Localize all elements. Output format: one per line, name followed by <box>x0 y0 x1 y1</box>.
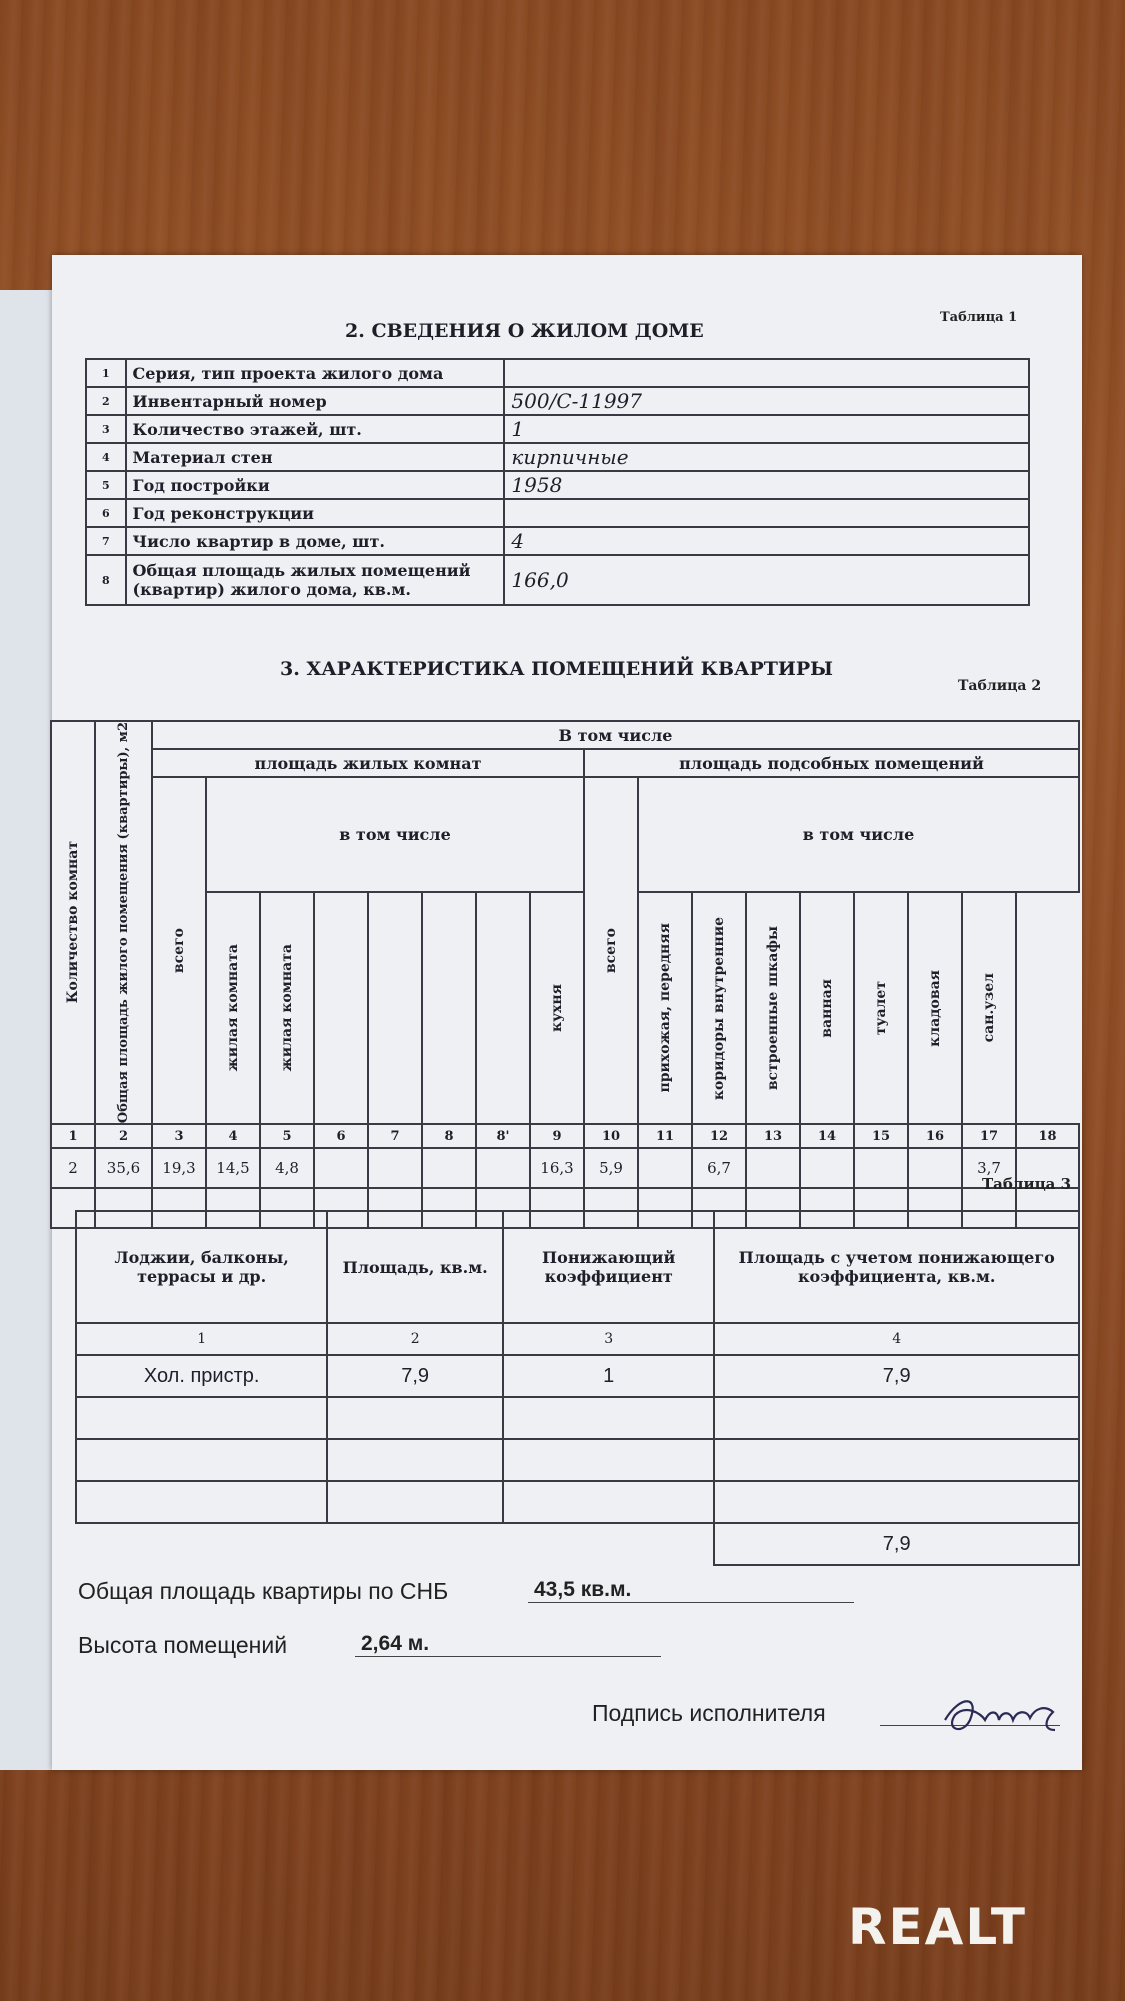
room-height-value: 2,64 м. <box>355 1632 661 1657</box>
table2-cell <box>908 1148 962 1188</box>
header-empty-7 <box>368 892 422 1124</box>
table3-row <box>76 1439 1079 1481</box>
table1-row <box>86 443 1029 471</box>
header-sanitary: сан.узел <box>962 892 1016 1124</box>
table1-house-info <box>85 358 1030 606</box>
header-empty-8 <box>422 892 476 1124</box>
signature-image <box>935 1690 1070 1740</box>
table2-cell <box>800 1148 854 1188</box>
column-number: 11 <box>638 1124 692 1148</box>
column-number: 3 <box>152 1124 206 1148</box>
table1-row <box>86 387 1029 415</box>
header-auxiliary-area: площадь подсобных помещений <box>584 749 1079 777</box>
table2-cell: 4,8 <box>260 1148 314 1188</box>
row-number: 4 <box>86 443 126 471</box>
row-value: 166,0 <box>504 555 1029 605</box>
table3-cell <box>327 1397 503 1439</box>
row-value <box>504 499 1029 527</box>
column-number: 1 <box>76 1323 327 1355</box>
table3-header: Понижающий коэффициент <box>503 1211 714 1323</box>
row-value: 500/С-11997 <box>504 387 1029 415</box>
table3-number-row <box>76 1323 1079 1355</box>
table2-cell: 5,9 <box>584 1148 638 1188</box>
table3-cell <box>714 1439 1079 1481</box>
table2-cell <box>422 1148 476 1188</box>
row-number: 7 <box>86 527 126 555</box>
column-number: 8' <box>476 1124 530 1148</box>
header-rooms-count: Количество комнат <box>51 721 95 1124</box>
table3-caption: Таблица 3 <box>982 1175 1072 1193</box>
row-label: Инвентарный номер <box>126 387 505 415</box>
table3-cell <box>76 1397 327 1439</box>
table2-cell <box>638 1148 692 1188</box>
section2-title: 2. СВЕДЕНИЯ О ЖИЛОМ ДОМЕ <box>345 320 704 342</box>
table1-row <box>86 499 1029 527</box>
table2-apartment-rooms <box>50 720 1080 1229</box>
row-label: Общая площадь жилых помещений (квартир) жилого дома, кв.м. <box>126 555 505 605</box>
header-empty-8prime <box>476 892 530 1124</box>
column-number: 13 <box>746 1124 800 1148</box>
blank-cell <box>503 1523 714 1565</box>
table3-cell: 7,9 <box>327 1355 503 1397</box>
table2-cell <box>314 1148 368 1188</box>
column-number: 2 <box>327 1323 503 1355</box>
column-number: 1 <box>51 1124 95 1148</box>
table2-cell: 14,5 <box>206 1148 260 1188</box>
header-living-including: в том числе <box>206 777 584 892</box>
table3-total: 7,9 <box>714 1523 1079 1565</box>
column-number: 2 <box>95 1124 152 1148</box>
table3-cell: Хол. пристр. <box>76 1355 327 1397</box>
column-number: 17 <box>962 1124 1016 1148</box>
table2-cell <box>746 1148 800 1188</box>
header-closets: встроенные шкафы <box>746 892 800 1124</box>
table2-caption: Таблица 2 <box>958 678 1042 694</box>
column-number: 3 <box>503 1323 714 1355</box>
header-total-area: Общая площадь жилого помещения (квартиры), м2 <box>95 721 152 1124</box>
row-number: 5 <box>86 471 126 499</box>
column-number: 16 <box>908 1124 962 1148</box>
row-number: 8 <box>86 555 126 605</box>
row-value <box>504 359 1029 387</box>
table3-cell <box>503 1481 714 1523</box>
header-living-area: площадь жилых комнат <box>152 749 584 777</box>
blank-cell <box>327 1523 503 1565</box>
row-value: кирпичные <box>504 443 1029 471</box>
row-number: 3 <box>86 415 126 443</box>
column-number: 18 <box>1016 1124 1079 1148</box>
table2-column-numbers <box>51 1124 1079 1148</box>
table3-row <box>76 1397 1079 1439</box>
table3-total-row <box>76 1523 1079 1565</box>
table2-cell: 16,3 <box>530 1148 584 1188</box>
header-storage: кладовая <box>908 892 962 1124</box>
header-toilet: туалет <box>854 892 908 1124</box>
table3-cell <box>76 1481 327 1523</box>
header-corridors: коридоры внутренние <box>692 892 746 1124</box>
table1-row <box>86 527 1029 555</box>
table3-cell <box>503 1397 714 1439</box>
table3-cell: 7,9 <box>714 1355 1079 1397</box>
total-area-value: 43,5 кв.м. <box>528 1578 854 1603</box>
table2-cell: 19,3 <box>152 1148 206 1188</box>
column-number: 4 <box>714 1323 1079 1355</box>
column-number: 4 <box>206 1124 260 1148</box>
total-area-label: Общая площадь квартиры по СНБ <box>78 1578 449 1604</box>
table3-cell <box>503 1439 714 1481</box>
header-empty-6 <box>314 892 368 1124</box>
row-label: Материал стен <box>126 443 505 471</box>
header-aux-including: в том числе <box>638 777 1079 892</box>
column-number: 8 <box>422 1124 476 1148</box>
column-number: 10 <box>584 1124 638 1148</box>
table3-row <box>76 1355 1079 1397</box>
table1-row <box>86 415 1029 443</box>
column-number: 5 <box>260 1124 314 1148</box>
room-height-label: Высота помещений <box>78 1632 288 1658</box>
table3-cell <box>714 1397 1079 1439</box>
header-living-total: всего <box>152 777 206 1124</box>
table1-caption: Таблица 1 <box>940 310 1018 325</box>
row-value: 1958 <box>504 471 1029 499</box>
table2-cell <box>368 1148 422 1188</box>
row-number: 1 <box>86 359 126 387</box>
column-number: 9 <box>530 1124 584 1148</box>
row-number: 6 <box>86 499 126 527</box>
table3-header: Площадь, кв.м. <box>327 1211 503 1323</box>
column-number: 14 <box>800 1124 854 1148</box>
header-kitchen: кухня <box>530 892 584 1124</box>
header-aux-total: всего <box>584 777 638 1124</box>
row-number: 2 <box>86 387 126 415</box>
table2-row <box>51 1148 1079 1188</box>
table3-balconies <box>75 1210 1080 1566</box>
table2-cell: 6,7 <box>692 1148 746 1188</box>
table3-cell <box>76 1439 327 1481</box>
header-living-room-2: жилая комната <box>260 892 314 1124</box>
table3-header: Лоджии, балконы, террасы и др. <box>76 1211 327 1323</box>
table3-cell: 1 <box>503 1355 714 1397</box>
table2-cell <box>476 1148 530 1188</box>
row-label: Серия, тип проекта жилого дома <box>126 359 505 387</box>
table1-row <box>86 471 1029 499</box>
table3-header-row <box>76 1211 1079 1323</box>
row-label: Количество этажей, шт. <box>126 415 505 443</box>
table3-cell <box>327 1481 503 1523</box>
table3-header: Площадь с учетом понижающего коэффициента, кв.м. <box>714 1211 1079 1323</box>
blank-cell <box>76 1523 327 1565</box>
header-bathroom: ванная <box>800 892 854 1124</box>
row-label: Число квартир в доме, шт. <box>126 527 505 555</box>
column-number: 7 <box>368 1124 422 1148</box>
signature-label: Подпись исполнителя <box>592 1700 826 1726</box>
table3-row <box>76 1481 1079 1523</box>
header-in-total: В том числе <box>152 721 1079 749</box>
column-number: 15 <box>854 1124 908 1148</box>
column-number: 12 <box>692 1124 746 1148</box>
section3-title: 3. ХАРАКТЕРИСТИКА ПОМЕЩЕНИЙ КВАРТИРЫ <box>280 658 833 680</box>
row-label: Год реконструкции <box>126 499 505 527</box>
table2-cell: 3,7 <box>962 1148 1016 1188</box>
table1-row <box>86 359 1029 387</box>
row-value: 1 <box>504 415 1029 443</box>
row-label: Год постройки <box>126 471 505 499</box>
table3-cell <box>327 1439 503 1481</box>
table1-row <box>86 555 1029 605</box>
table2-cell: 35,6 <box>95 1148 152 1188</box>
header-living-room-1: жилая комната <box>206 892 260 1124</box>
row-value: 4 <box>504 527 1029 555</box>
column-number: 6 <box>314 1124 368 1148</box>
table2-cell <box>854 1148 908 1188</box>
header-hallway: прихожая, передняя <box>638 892 692 1124</box>
watermark-logo: REALT <box>848 1898 1028 1956</box>
table3-cell <box>714 1481 1079 1523</box>
table2-cell: 2 <box>51 1148 95 1188</box>
